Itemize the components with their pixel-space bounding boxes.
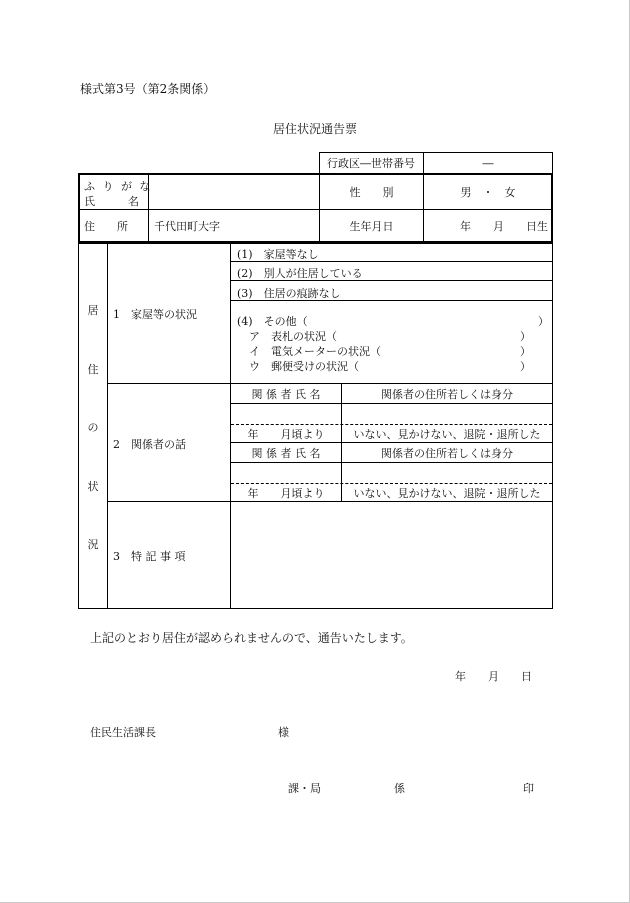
witness-statement-2[interactable]: いない、見かけない、退院・退所した	[353, 486, 541, 500]
housing-option-1[interactable]: (1) 家屋等なし	[237, 248, 319, 261]
housing-option-2[interactable]: (2) 別人が住居している	[237, 267, 363, 280]
address-label: 住 所	[84, 219, 128, 233]
address-value[interactable]: 千代田町大字	[154, 219, 220, 233]
notice-date[interactable]: 年 月 日	[455, 670, 532, 683]
witness-name-header-2: 関 係 者 氏 名	[251, 446, 321, 460]
status-label-char-4: 状	[87, 480, 99, 493]
ward-value[interactable]: ―	[482, 156, 494, 170]
statement-text: 上記のとおり居住が認められませんので、通告いたします。	[90, 631, 413, 645]
housing-status-label: 1 家屋等の状況	[113, 308, 197, 321]
mailbox-status[interactable]: ウ 郵便受けの状況（	[249, 360, 359, 373]
ward-label: 行政区―世帯番号	[327, 157, 415, 170]
sex-value[interactable]: 男 ・ 女	[460, 185, 516, 199]
electric-meter-status-close: ）	[520, 345, 531, 358]
remarks-field[interactable]	[231, 502, 552, 608]
form-id: 様式第3号（第2条関係）	[80, 82, 216, 96]
witness-address-input-2[interactable]	[342, 463, 552, 483]
addressee: 住民生活課長	[90, 726, 156, 739]
status-label-char-2: 住	[87, 363, 99, 376]
sex-label: 性 別	[349, 185, 394, 199]
status-label-char-1: 居	[87, 304, 99, 317]
furigana-label: ふ り が な	[84, 180, 153, 193]
dob-label: 生年月日	[349, 219, 394, 233]
status-label-char-5: 況	[87, 538, 99, 551]
witness-address-input-1[interactable]	[342, 404, 552, 424]
status-label-char-3: の	[87, 421, 99, 434]
addressee-honorific: 様	[278, 726, 289, 739]
witness-address-header-2: 関係者の住所若しくは身分	[381, 446, 513, 460]
witness-statement-1[interactable]: いない、見かけない、退院・退所した	[353, 427, 541, 441]
witness-since-1[interactable]: 年 月頃より	[247, 427, 325, 441]
witness-address-header-1: 関係者の住所若しくは身分	[381, 387, 513, 401]
signature-section: 係	[394, 782, 405, 795]
witness-label: 2 関係者の話	[113, 438, 186, 451]
witness-name-header-1: 関 係 者 氏 名	[251, 387, 321, 401]
housing-option-4[interactable]: (4) その他（	[237, 315, 308, 328]
remarks-label: 3 特 記 事 項	[113, 550, 186, 563]
seal-mark: 印	[523, 782, 534, 795]
housing-option-3[interactable]: (3) 住居の痕跡なし	[237, 287, 341, 300]
witness-name-input-1[interactable]	[231, 404, 341, 424]
dob-value[interactable]: 年 月 日生	[460, 219, 548, 233]
name-label: 氏 名	[84, 195, 139, 208]
witness-since-2[interactable]: 年 月頃より	[247, 486, 325, 500]
nameplate-status-close: ）	[520, 330, 531, 343]
nameplate-status[interactable]: ア 表札の状況（	[249, 330, 337, 343]
housing-option-4-close: ）	[538, 315, 549, 328]
name-value[interactable]	[152, 175, 317, 208]
witness-name-input-2[interactable]	[231, 463, 341, 483]
signature-dept: 課・局	[288, 782, 321, 795]
electric-meter-status[interactable]: イ 電気メーターの状況（	[249, 345, 381, 358]
form-title: 居住状況通告票	[272, 122, 357, 136]
mailbox-status-close: ）	[520, 360, 531, 373]
